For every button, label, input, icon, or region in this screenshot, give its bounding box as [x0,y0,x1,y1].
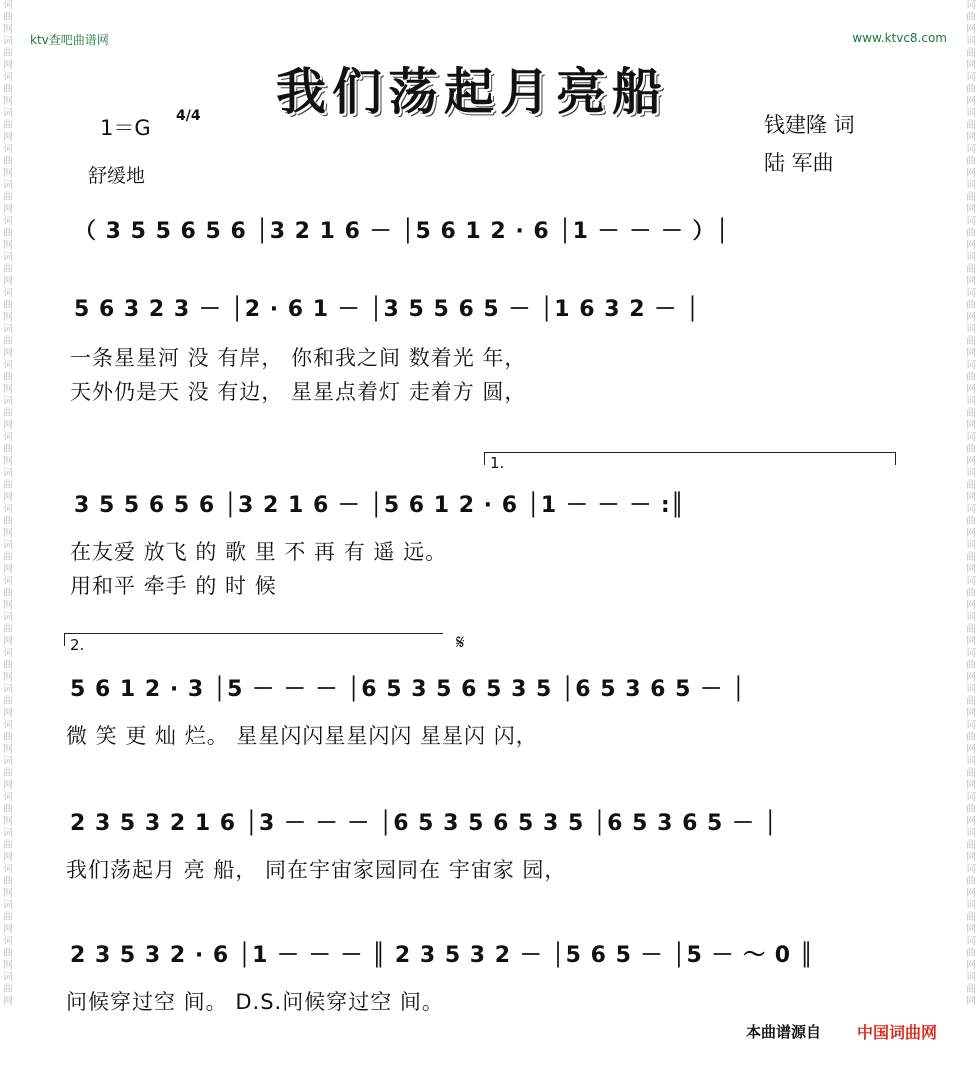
key-label: 1＝G [100,116,151,140]
second-ending-label: 2. [70,636,85,654]
lyricist-credit: 钱建隆 词 [764,113,855,137]
notation-row-5: 2 3 5 3 2 1 6 │3 － － － │6 5 3 5 6 5 3 5 │6 5 3 6 5 － │ [70,811,778,836]
footer-source-label: 本曲谱源自 [746,1023,822,1041]
side-watermark-left: 词曲网词曲网词曲网词曲网词曲网词曲网词曲网词曲网词曲网词曲网词曲网词曲网词曲网词曲网词曲网词曲网词曲网词曲网词曲网词曲网词曲网词曲网词曲网词曲网词曲网词曲网词曲网词曲网 [3,0,13,1007]
lyric-row-5: 我们荡起月 亮 船， 同在宇宙家园同在 宇宙家 园， [66,858,567,882]
lyric-row-6: 问候穿过空 间。 D.S.问候穿过空 间。 [66,990,444,1014]
lyric-row-3-verse-1: 在友爱 放飞 的 歌 里 不 再 有 遥 远。 [70,540,448,564]
lyric-row-4: 微 笑 更 灿 烂。 星星闪闪星星闪闪 星星闪 闪， [66,724,538,748]
second-ending-bracket [64,633,443,646]
notation-row-3: 3 5 5 6 5 6 │3 2 1 6 － │5 6 1 2 · 6 │1 － － － :║ [74,493,685,518]
segno-sign: 𝄋 [456,630,465,654]
time-signature [176,110,201,123]
tempo-marking: 舒缓地 [88,165,146,187]
side-watermark-right: 词曲网词曲网词曲网词曲网词曲网词曲网词曲网词曲网词曲网词曲网词曲网词曲网词曲网词曲网词曲网词曲网词曲网词曲网词曲网词曲网词曲网词曲网词曲网词曲网词曲网词曲网词曲网词曲网 [966,0,976,1007]
notation-row-1: （ 3 5 5 6 5 6 │3 2 1 6 － │5 6 1 2 · 6 │1 － － － ）│ [74,219,730,244]
lyric-row-3-verse-2: 用和平 牵手 的 时 候 [70,574,277,598]
notation-row-6: 2 3 5 3 2 · 6 │1 － － － ║ 2 3 5 3 2 － │5 6 5 － │5 － ～ 0 ║ [70,943,814,968]
time-signature-value: 4/4 [176,108,201,124]
key-signature [100,112,151,142]
lyric-row-2-verse-2: 天外仍是天 没 有边， 星星点着灯 走着方 圆， [70,380,527,404]
composer-credit: 陆 军曲 [764,151,834,175]
notation-row-4: 5 6 1 2 · 3 │5 － － － │6 5 3 5 6 5 3 5 │6 5 3 6 5 － │ [70,677,747,702]
song-title: 我们荡起月亮船 [276,62,668,121]
watermark-right: www.ktvc8.com [852,31,947,45]
footer-site-link[interactable]: 中国词曲网 [857,1023,938,1042]
first-ending-bracket [484,452,896,465]
notation-row-2: 5 6 3 2 3 － │2 · 6 1 － │3 5 5 6 5 － │1 6 3 2 － │ [74,297,701,322]
first-ending-label: 1. [490,454,505,472]
watermark-left: ktv查吧曲谱网 [30,33,109,47]
lyric-row-2-verse-1: 一条星星河 没 有岸， 你和我之间 数着光 年， [70,346,527,370]
